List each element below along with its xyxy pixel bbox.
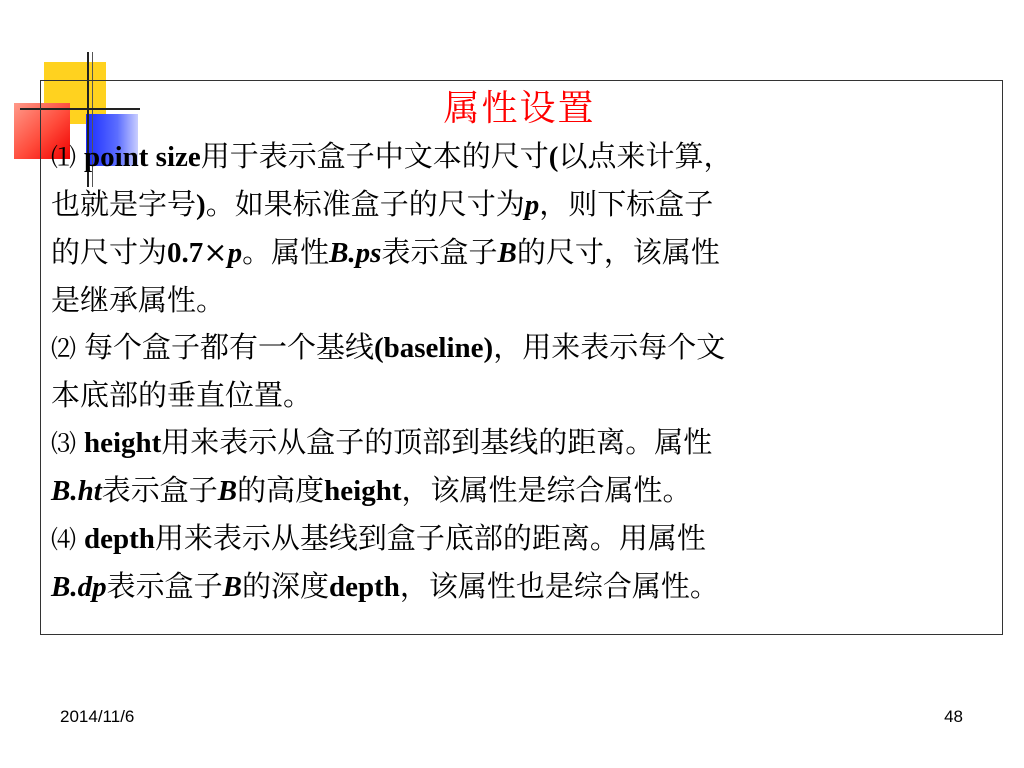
text-run: 0.7	[167, 237, 204, 269]
text-run: depth	[328, 571, 400, 603]
text-run: B	[497, 237, 517, 269]
text-line	[51, 181, 988, 229]
text-line	[51, 467, 988, 515]
text-run: 的高度	[237, 473, 325, 507]
list-item	[51, 324, 988, 419]
text-run: ，用来表示每个文	[493, 330, 726, 364]
text-line	[51, 324, 988, 372]
text-run: B.ht	[51, 475, 102, 507]
item-number: ⑴	[51, 143, 84, 172]
text-line	[51, 277, 988, 324]
text-run: 本底部的垂直位置。	[51, 378, 313, 412]
text-run: 的尺寸为	[51, 235, 168, 269]
text-line	[51, 229, 988, 277]
text-line	[51, 419, 988, 467]
text-run: 以点来计算，	[558, 139, 733, 173]
text-line	[51, 372, 988, 419]
text-run: 的尺寸，该属性	[516, 235, 720, 269]
item-list	[51, 133, 988, 611]
text-run: 。属性	[242, 235, 330, 269]
text-run: p	[227, 237, 243, 269]
text-run: 是继承属性。	[51, 283, 226, 317]
list-item	[51, 419, 988, 515]
content-box	[40, 80, 1003, 635]
text-run: p	[524, 189, 540, 221]
text-run: 表示盒子	[381, 235, 498, 269]
item-number: ⑵	[51, 334, 84, 363]
text-run: 。如果标准盒子的尺寸为	[205, 187, 525, 221]
text-run: point size	[83, 141, 201, 173]
text-run: 的深度	[241, 569, 329, 603]
list-item	[51, 133, 988, 324]
text-run: (	[548, 141, 559, 173]
text-run: ×	[203, 235, 228, 269]
text-run: ，则下标盒子	[539, 187, 714, 221]
slide-title: 属性设置	[443, 88, 596, 129]
item-number: ⑶	[51, 429, 84, 458]
text-run: ，该属性也是综合属性。	[399, 569, 719, 603]
text-line	[51, 563, 988, 611]
text-run: )	[196, 189, 206, 221]
footer-date: 2014/11/6	[60, 707, 135, 726]
text-run: height	[83, 427, 162, 459]
text-run: 每个盒子都有一个基线	[83, 330, 374, 364]
text-run: ，该属性是综合属性。	[401, 473, 692, 507]
text-run: 表示盒子	[106, 569, 223, 603]
text-run: B.ps	[329, 237, 382, 269]
item-number: ⑷	[51, 525, 84, 554]
text-run: depth	[83, 523, 155, 555]
text-run: height	[324, 475, 402, 507]
text-run: 用于表示盒子中文本的尺寸	[200, 139, 549, 173]
text-run: B	[217, 475, 238, 507]
text-run: 表示盒子	[101, 473, 218, 507]
text-run: 用来表示从盒子的顶部到基线的距离。属性	[161, 425, 713, 459]
text-run: B.dp	[51, 571, 107, 603]
page-number: 48	[944, 707, 963, 726]
text-run: 用来表示从基线到盒子底部的距离。用属性	[154, 521, 706, 555]
text-line	[51, 133, 988, 181]
text-run: 也就是字号	[51, 187, 197, 221]
text-line	[51, 515, 988, 563]
text-run: B	[222, 571, 242, 603]
text-run: (baseline)	[373, 332, 494, 364]
list-item	[51, 515, 988, 611]
